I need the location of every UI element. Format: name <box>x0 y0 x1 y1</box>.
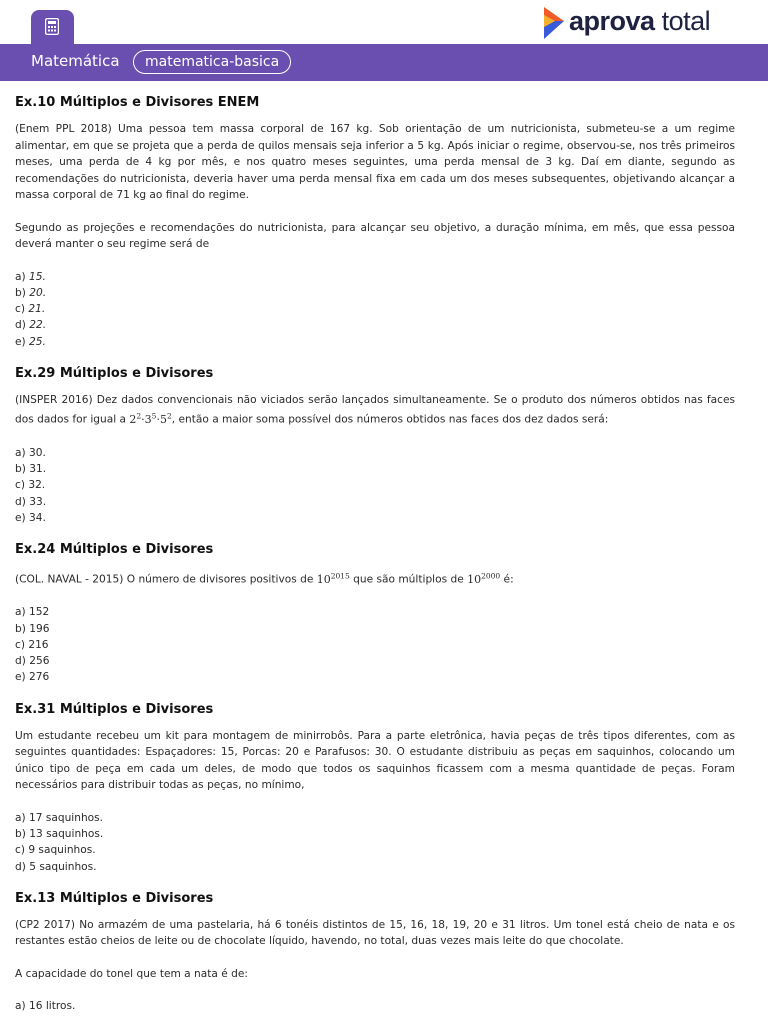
option-c[interactable]: c) 32. <box>15 479 46 492</box>
top-bar <box>0 0 768 44</box>
question-prompt: A capacidade do tonel que tem a nata é de: <box>15 967 248 980</box>
question-statement <box>15 568 735 588</box>
option-e[interactable]: e) 34. <box>15 511 46 524</box>
statement-text: (COL. NAVAL - 2015) O número de divisores positivos de <box>15 573 317 586</box>
option-value: 25. <box>29 335 46 348</box>
subject-bar <box>0 44 768 81</box>
math-power <box>467 573 500 586</box>
question-statement: (Enem PPL 2018) Uma pessoa tem massa corporal de 167 kg. Sob orientação de um nutricionista, submeteu-se a um regime alimentar, em que se projeta que a perda de quilos mensais seja inferior a 5 kg. Após iniciar o regime, observou-se, nos três primeiros meses, uma perda de 4 kg por mês, e nos quatro meses seguintes, uma perda mensal de 3 kg. Daí em diante, segundo as recomendações do nutricionista, deveria haver uma perda mensal fixa em cada um dos meses subsequentes, objetivando alcançar a massa corporal de 71 kg ao final do regime. <box>15 123 735 201</box>
option-c[interactable]: c) 216 <box>15 638 49 651</box>
math-exponent: 2000 <box>481 571 501 581</box>
question-title: Ex.13 Múltiplos e Divisores <box>15 890 214 906</box>
math-base: 2 <box>129 413 137 427</box>
option-c[interactable] <box>15 301 735 317</box>
option-value: 21. <box>28 303 46 316</box>
statement-text: que são múltiplos de <box>349 573 468 586</box>
question-statement <box>15 392 735 429</box>
calculator-icon <box>45 18 59 35</box>
question-ex31 <box>15 702 735 875</box>
math-dot: · <box>156 413 160 427</box>
question-ex13 <box>15 891 735 1015</box>
logo-text-aprova: aprova <box>569 6 655 36</box>
option-list <box>15 445 735 526</box>
question-list <box>15 95 735 1031</box>
question-prompt: Segundo as projeções e recomendações do nutricionista, para alcançar seu objetivo, a duração mínima, em mês, que essa pessoa deverá manter o seu regime será de <box>15 221 735 250</box>
math-base: 5 <box>159 413 167 427</box>
option-value: 22. <box>29 319 47 332</box>
question-ex29 <box>15 366 735 526</box>
option-letter: e) <box>15 335 26 348</box>
option-a[interactable]: a) 17 saquinhos. <box>15 811 104 824</box>
option-e[interactable] <box>15 334 735 350</box>
option-a[interactable] <box>15 269 735 285</box>
option-c[interactable]: c) 9 saquinhos. <box>15 844 96 857</box>
option-list <box>15 269 735 350</box>
option-b[interactable]: b) 31. <box>15 462 47 475</box>
option-d[interactable]: d) 5 saquinhos. <box>15 860 97 873</box>
logo-text <box>569 6 710 37</box>
math-base: 10 <box>467 572 482 586</box>
option-letter: a) <box>15 270 26 283</box>
option-d[interactable]: d) 256 <box>15 655 50 668</box>
option-list <box>15 604 735 685</box>
option-list <box>15 998 735 1014</box>
option-value: 15. <box>29 270 46 283</box>
question-title: Ex.31 Múltiplos e Divisores <box>15 701 214 717</box>
question-ex24 <box>15 542 735 686</box>
statement-text: , então a maior soma possível dos números obtidos nas faces dos dez dados será: <box>171 414 609 427</box>
topic-pill[interactable]: matematica-basica <box>133 50 291 74</box>
option-a[interactable]: a) 152 <box>15 606 50 619</box>
question-title: Ex.29 Múltiplos e Divisores <box>15 365 214 381</box>
subject-label[interactable]: Matemática <box>31 52 120 70</box>
math-base: 10 <box>316 572 331 586</box>
math-base: 3 <box>144 413 152 427</box>
option-e[interactable]: e) 276 <box>15 671 50 684</box>
question-title: Ex.24 Múltiplos e Divisores <box>15 542 214 558</box>
option-d[interactable]: d) 33. <box>15 495 47 508</box>
option-letter: b) <box>15 286 26 299</box>
math-power <box>317 573 350 586</box>
option-b[interactable] <box>15 285 735 301</box>
math-exponent: 2 <box>166 411 172 421</box>
option-letter: d) <box>15 319 26 332</box>
option-a[interactable]: a) 16 litros. <box>15 1000 76 1013</box>
math-exponent: 2 <box>136 411 142 421</box>
math-exponent: 5 <box>151 411 157 421</box>
option-letter: c) <box>15 303 25 316</box>
question-statement: (CP2 2017) No armazém de uma pastelaria, há 6 tonéis distintos de 15, 16, 18, 19, 20 e 31 litros. Um tonel está cheio de nata e os restantes estão cheios de leite ou de chocolate líquido, havendo, no total, duas vezes mais leite do que chocolate. <box>15 918 735 948</box>
statement-text: (INSPER 2016) Dez dados convencionais não viciados serão lançados simultaneamente. Se o produto dos números obtidos nas faces dos dados for igual a <box>15 393 735 427</box>
option-b[interactable]: b) 13 saquinhos. <box>15 828 104 841</box>
aprova-total-logo-icon <box>543 7 565 39</box>
math-expression <box>129 413 171 426</box>
question-ex10 <box>15 95 735 350</box>
statement-text: é: <box>500 573 514 586</box>
option-b[interactable]: b) 196 <box>15 622 50 635</box>
option-a[interactable]: a) 30. <box>15 446 46 459</box>
option-d[interactable] <box>15 317 735 333</box>
question-statement: Um estudante recebeu um kit para montagem de minirrobôs. Para a parte eletrônica, havia peças de três tipos diferentes, com as seguintes quantidades: Espaçadores: 15, Porcas: 20 e Parafusos: 30. O estudante distribuiu as peças em saquinhos, colocando um único tipo de peça em cada um deles, de modo que todos os saquinhos ficassem com a mesma quantidade de peças. Foram necessários para distribuir todas as peças, no mínimo, <box>15 729 735 792</box>
question-title: Ex.10 Múltiplos e Divisores ENEM <box>15 95 260 110</box>
option-value: 20. <box>29 286 47 299</box>
logo-text-total: total <box>661 6 711 36</box>
calculator-tab[interactable] <box>31 10 74 44</box>
option-list <box>15 810 735 875</box>
math-exponent: 2015 <box>330 571 350 581</box>
math-dot: · <box>141 413 145 427</box>
